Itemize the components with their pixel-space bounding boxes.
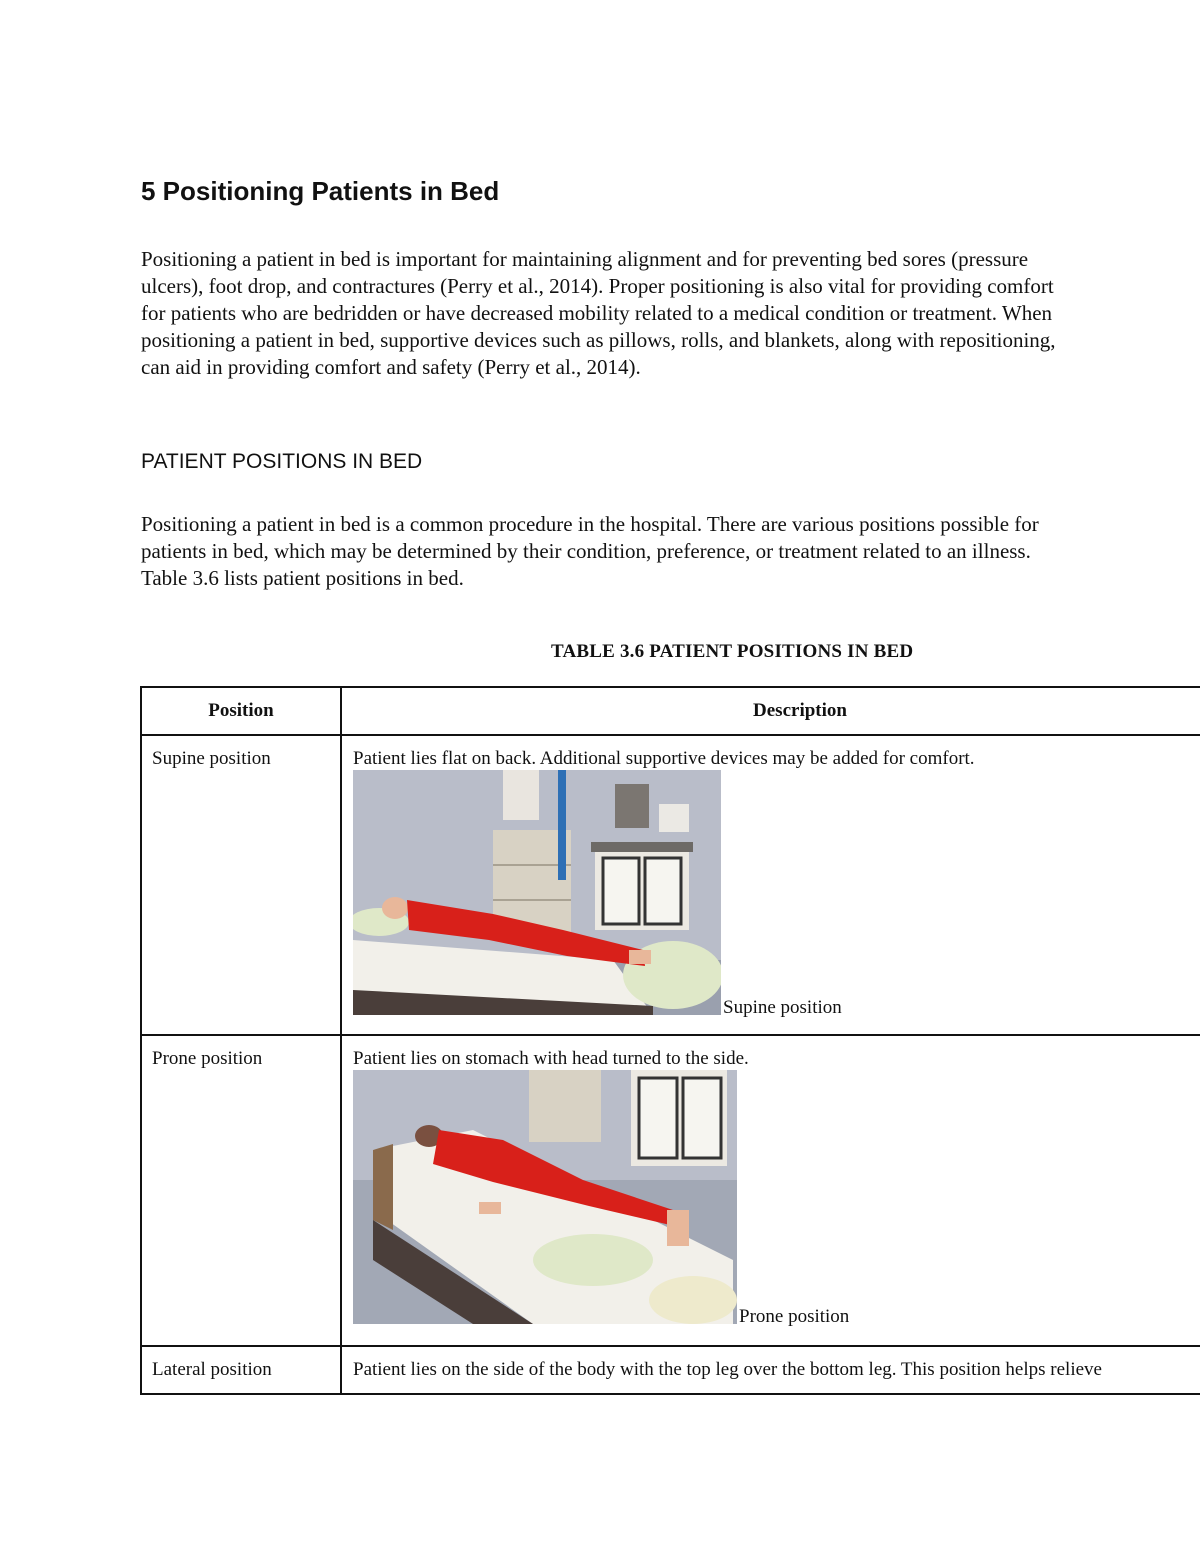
prone-figure bbox=[353, 1070, 1200, 1327]
position-description: Patient lies on stomach with head turned to the side. bbox=[353, 1048, 749, 1069]
supine-photo bbox=[353, 770, 721, 1015]
page-title: 5 Positioning Patients in Bed bbox=[141, 176, 500, 206]
position-cell bbox=[141, 735, 341, 1035]
positions-table bbox=[140, 686, 1200, 1395]
header-description: Description bbox=[341, 687, 1200, 735]
description-cell bbox=[341, 735, 1200, 1035]
table-header-row bbox=[141, 687, 1200, 735]
prone-image-label: Prone position bbox=[739, 1306, 850, 1327]
position-name: Lateral position bbox=[152, 1359, 272, 1380]
position-name: Supine position bbox=[152, 748, 271, 769]
prone-photo bbox=[353, 1070, 737, 1324]
position-description: Patient lies on the side of the body with the top leg over the bottom leg. This position helps relieve bbox=[353, 1359, 1102, 1380]
position-name: Prone position bbox=[152, 1048, 263, 1069]
position-cell bbox=[141, 1035, 341, 1346]
intro-paragraph: Positioning a patient in bed is important for maintaining alignment and for preventing bed sores (pressure ulcers), foot drop, and contractures (Perry et al., 2014). Proper positioning is also vital for providing comfort for patients who are bedridden or have decreased mobility related to a medical condition or treatment. When positioning a patient in bed, supportive devices such as pillows, rolls, and blankets, along with repositioning, can aid in providing comfort and safety (Perry et al., 2014). bbox=[141, 247, 1056, 379]
supine-image-label: Supine position bbox=[723, 997, 842, 1018]
supine-figure bbox=[353, 770, 1200, 1018]
description-cell bbox=[341, 1035, 1200, 1346]
table-caption: TABLE 3.6 PATIENT POSITIONS IN BED bbox=[551, 641, 914, 662]
position-cell bbox=[141, 1346, 341, 1394]
header-position: Position bbox=[141, 687, 341, 735]
section-paragraph: Positioning a patient in bed is a common procedure in the hospital. There are various positions possible for patients in bed, which may be determined by their condition, preference, or treatment related to an illness. Table 3.6 lists patient positions in bed. bbox=[141, 512, 1039, 590]
table-row bbox=[141, 1035, 1200, 1346]
section-heading: PATIENT POSITIONS IN BED bbox=[141, 450, 423, 473]
table-row bbox=[141, 735, 1200, 1035]
description-cell bbox=[341, 1346, 1200, 1394]
position-description: Patient lies flat on back. Additional supportive devices may be added for comfort. bbox=[353, 748, 975, 769]
table-row bbox=[141, 1346, 1200, 1394]
